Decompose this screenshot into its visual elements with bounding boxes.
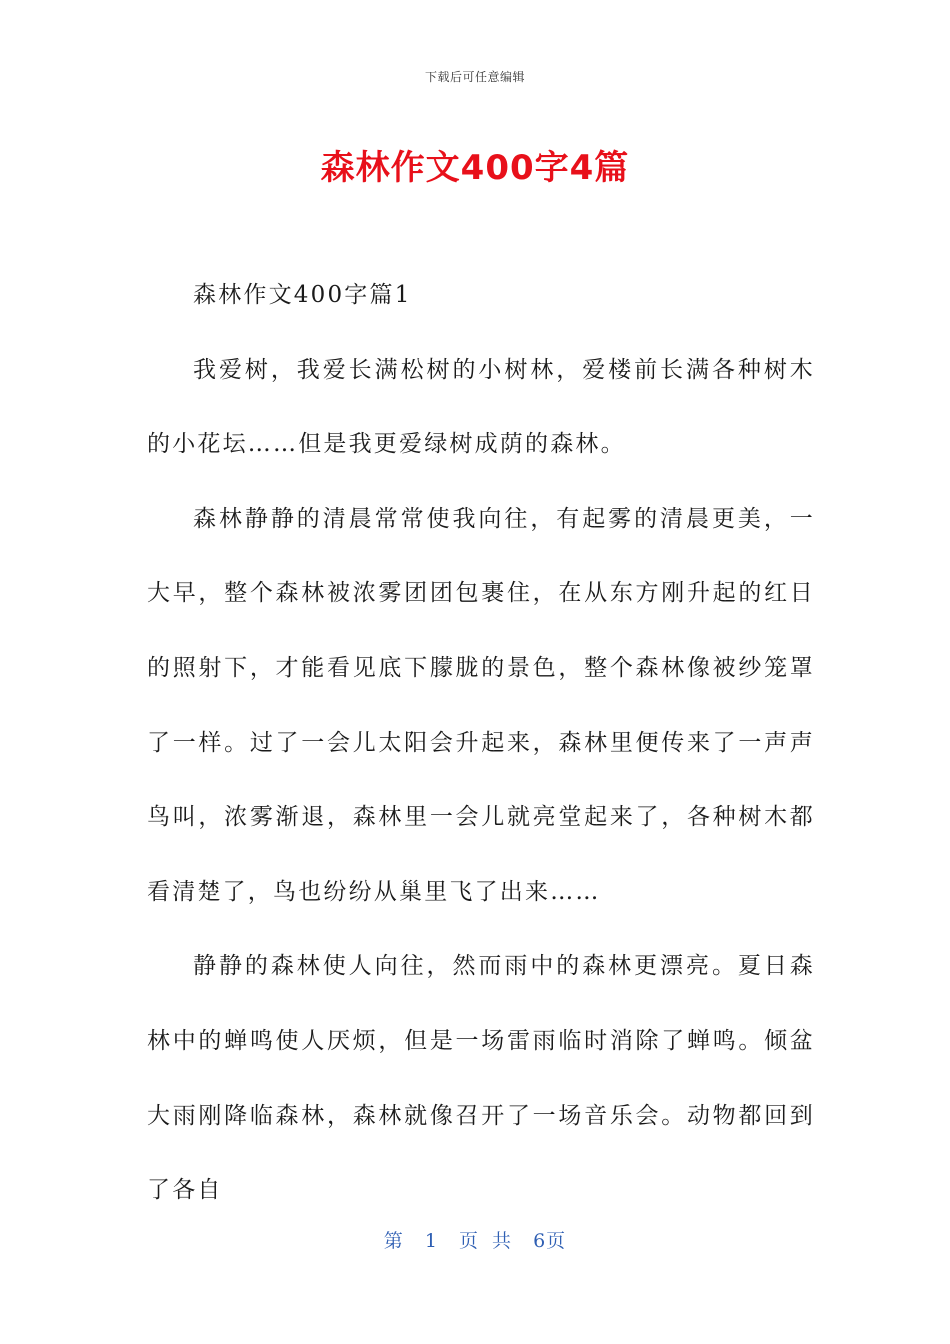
paragraph: 静静的森林使人向往，然而雨中的森林更漂亮。夏日森林中的蝉鸣使人厌烦，但是一场雷雨临时消除了蝉鸣。倾盆大雨刚降临森林，森林就像召开了一场音乐会。动物都回到了各自 [147,953,815,1204]
footer-page-number: 1 [424,1230,438,1252]
page-footer [0,1226,950,1253]
footer-prefix: 第 [383,1230,404,1252]
paragraph: 我爱树，我爱长满松树的小树林，爱楼前长满各种树木的小花坛……但是我更爱绿树成荫的森林。 [147,356,815,458]
document-title: 森林作文400字4篇 [320,148,630,188]
footer-total: 6页 [533,1230,567,1252]
section-heading: 森林作文400字篇1 [193,282,412,308]
header-note: 下载后可任意编辑 [424,70,525,84]
paragraph: 森林静静的清晨常常使我向往，有起雾的清晨更美，一大早，整个森林被浓雾团团包裹住，在从东方刚升起的红日的照射下，才能看见底下朦胧的景色，整个森林像被纱笼罩了一样。过了一会儿太阳会升起来，森林里便传来了一声声鸟叫，浓雾渐退，森林里一会儿就亮堂起来了，各种树木都看清楚了，鸟也纷纷从巢里飞了出来…… [147,505,815,905]
footer-mid: 页 共 [459,1230,513,1252]
document-body [147,258,815,1228]
